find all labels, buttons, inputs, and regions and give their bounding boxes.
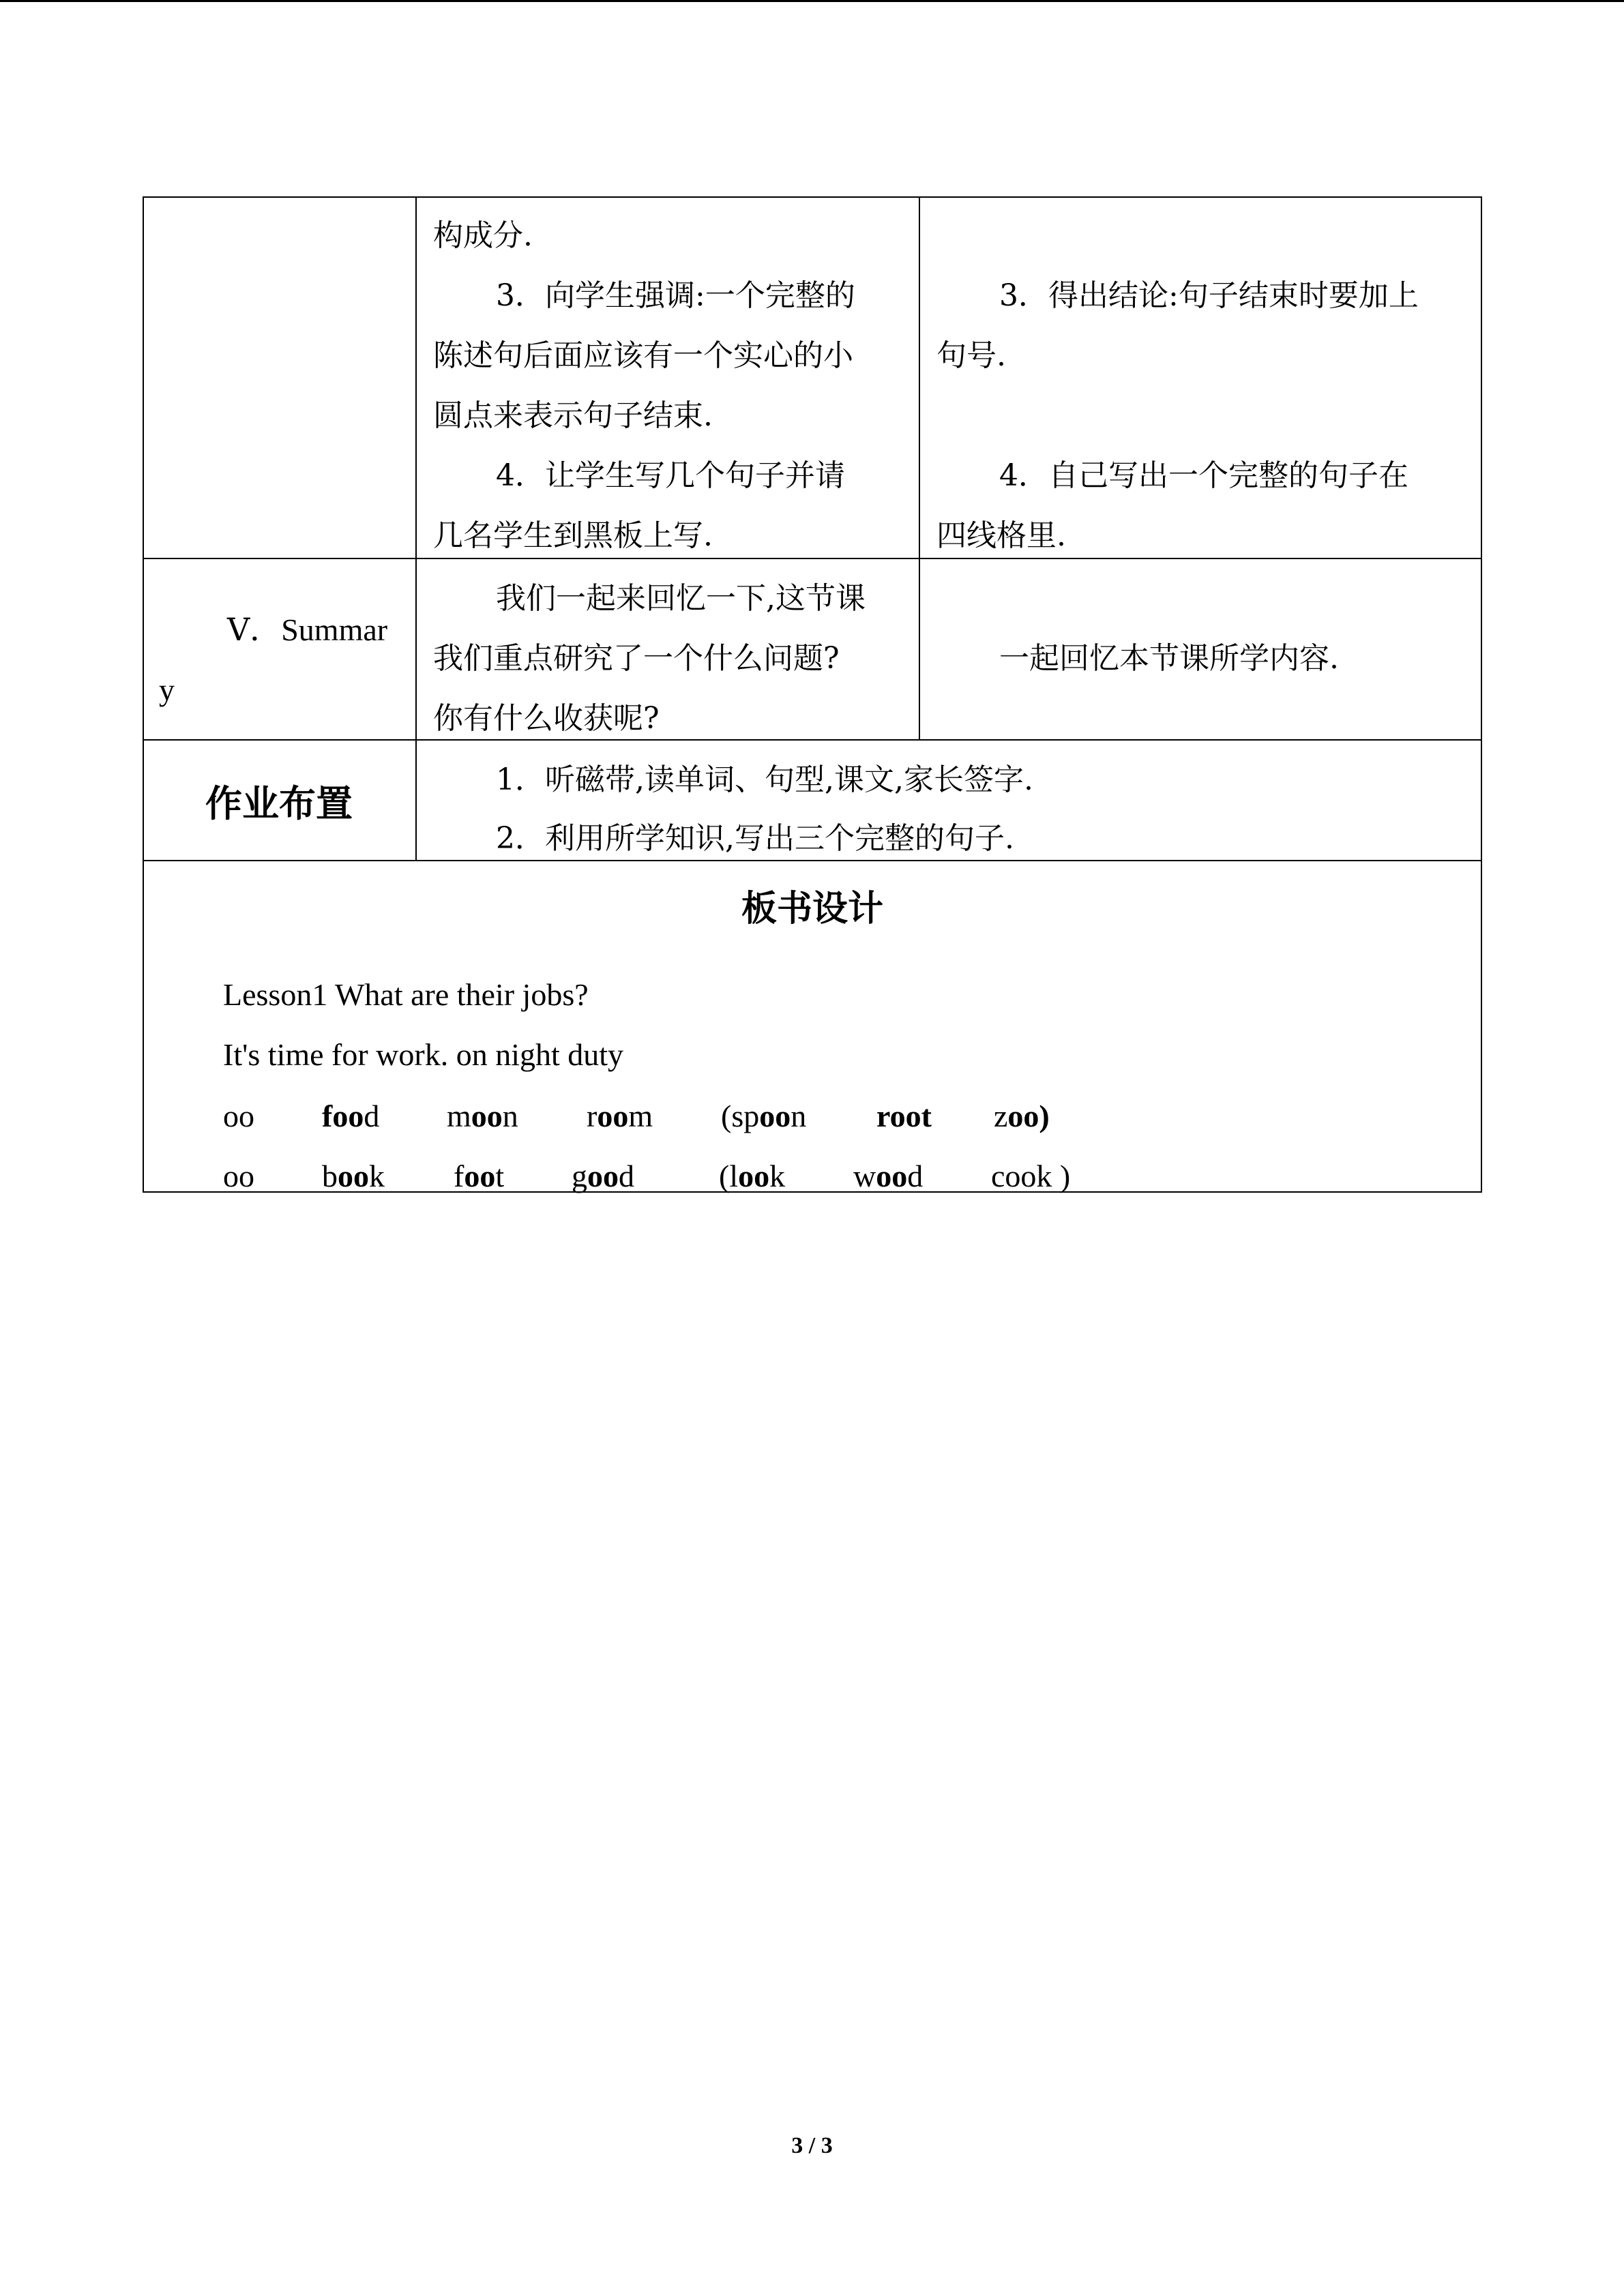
phonics-word: (look [719,1159,786,1193]
row1-student-text: 四线格里. [936,518,1066,553]
homework-item: 1．听磁带,读单词、句型,课文,家长签字. [496,762,1033,797]
row2-student-text: 一起回忆本节课所学内容. [999,641,1339,676]
phonics-word: (spoon [721,1099,807,1133]
row1-activity-text: 几名学生到黑板上写. [433,518,713,553]
phonics-word: moon [447,1099,518,1133]
row1-student-text: 3．得出结论:句子结束时要加上 [999,278,1419,313]
homework-label: 作业布置 [205,781,353,825]
phonics-word: wood [853,1159,924,1193]
row1-activity-text: 陈述句后面应该有一个实心的小 [433,338,853,373]
phonics-word: foot [454,1159,505,1193]
phonics-word: food [322,1099,380,1133]
table-row-divider [143,558,1482,559]
board-line: It's time for work. on night duty [223,1037,624,1072]
phonics-word: root [876,1099,932,1133]
row1-student-text: 4．自己写出一个完整的句子在 [999,458,1408,493]
phonics-word: zoo) [994,1099,1050,1133]
phonics-word: good [572,1159,634,1193]
board-line: Lesson1 What are their jobs? [223,977,589,1012]
row2-activity-text: 你有什么收获呢? [433,701,660,736]
row1-student-text: 句号. [936,338,1006,373]
phonics-label: oo [223,1159,254,1193]
row1-activity-text: 圆点来表示句子结束. [433,398,713,433]
phonics-word: book [322,1159,385,1193]
summary-step-label: Ⅴ．Summar [227,612,388,647]
phonics-word: cook ) [991,1159,1071,1193]
phonics-row [223,1158,1451,1199]
phonics-word: room [587,1099,653,1133]
row1-activity-text: 3．向学生强调:一个完整的 [496,278,855,313]
table-col-divider [919,196,920,741]
summary-step-label: y [159,672,175,707]
phonics-label: oo [223,1099,254,1133]
table-col-divider [415,196,417,861]
row1-activity-text: 构成分. [433,218,533,253]
row1-activity-text: 4．让学生写几个句子并请 [496,458,845,493]
top-border-line [0,0,1624,2]
board-design-title: 板书设计 [741,889,883,929]
row2-activity-text: 我们一起来回忆一下,这节课 [496,581,866,616]
row2-activity-text: 我们重点研究了一个什么问题? [433,641,840,676]
phonics-row [223,1098,1451,1139]
page-number: 3 / 3 [791,2133,833,2158]
homework-item: 2．利用所学知识,写出三个完整的句子. [496,821,1014,856]
